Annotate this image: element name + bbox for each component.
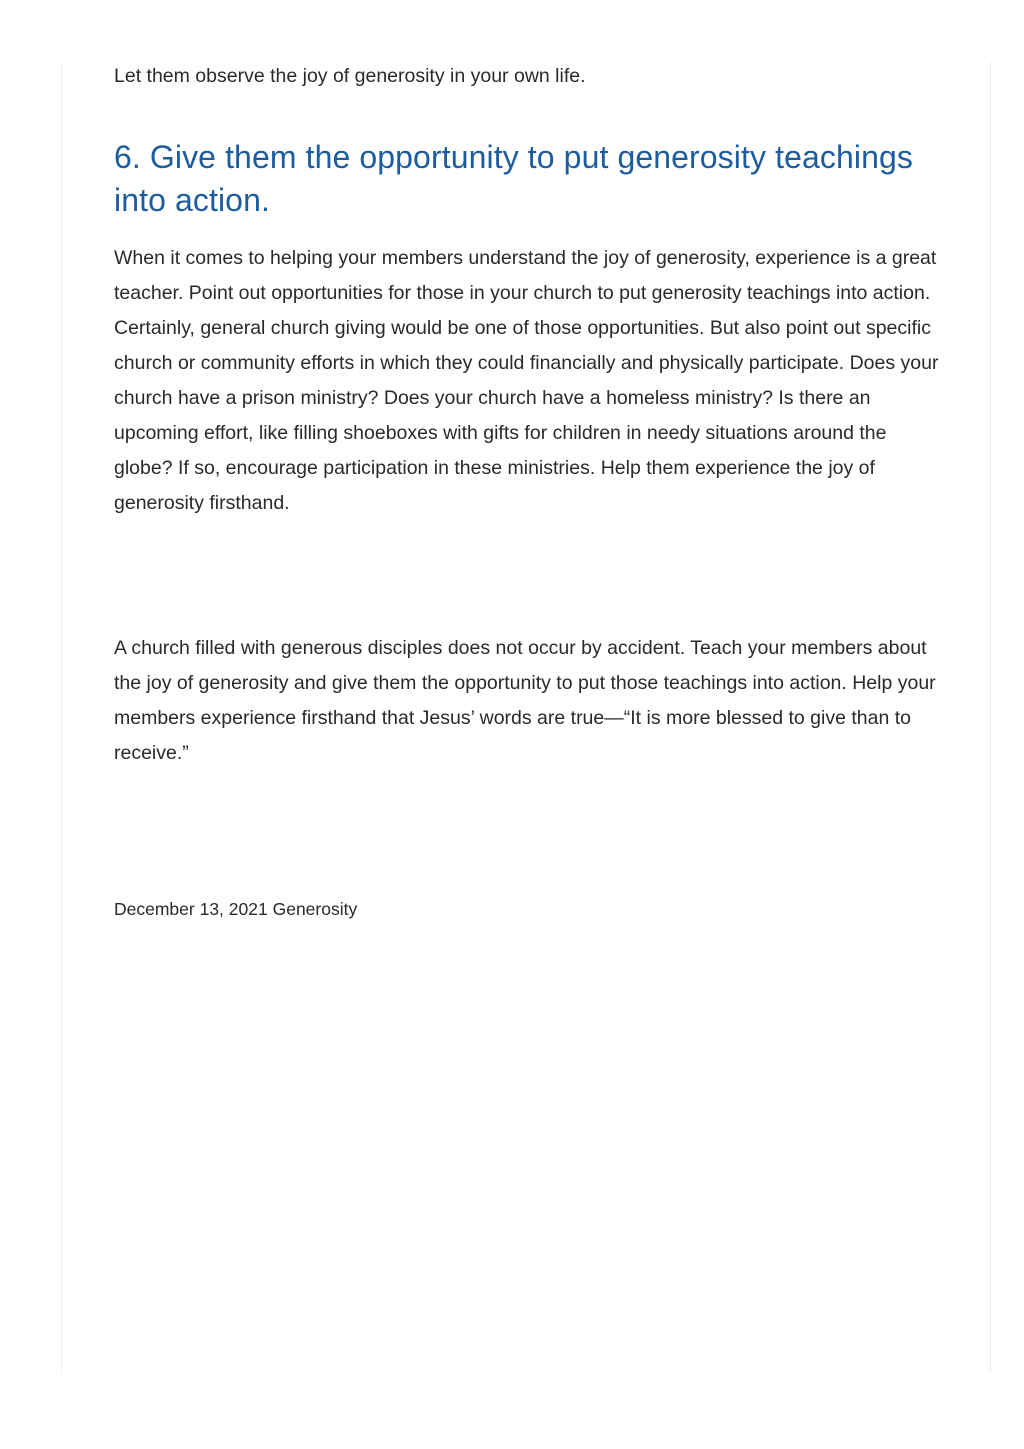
section-heading: 6. Give them the opportunity to put generosity teachings into action. xyxy=(114,139,913,218)
post-meta xyxy=(114,897,357,921)
article-body xyxy=(114,60,944,919)
post-date: December 13, 2021 xyxy=(114,899,268,919)
paragraph: When it comes to helping your members understand the joy of generosity, experience is a great teacher. Point out opportunities for those in your church to put generosity teachings into action. Certainly, general church giving would be one of those opportunities. But also point out specific church or community efforts in which they could financially and physically participate. Does your church have a prison ministry? Does your church have a homeless ministry? Is there an upcoming effort, like filling shoeboxes with gifts for children in needy situations around the globe? If so, encourage participation in these ministries. Help them experience the joy of generosity firsthand. xyxy=(114,247,939,514)
lead-text: Let them observe the joy of generosity in your own life. xyxy=(114,65,586,87)
category-link[interactable]: Generosity xyxy=(272,899,358,919)
paragraph: A church filled with generous disciples does not occur by accident. Teach your members about the joy of generosity and give them the opportunity to put those teachings into action. Help your members experience firsthand that Jesus’ words are true—“It is more blessed to give than to receive.” xyxy=(114,637,936,764)
